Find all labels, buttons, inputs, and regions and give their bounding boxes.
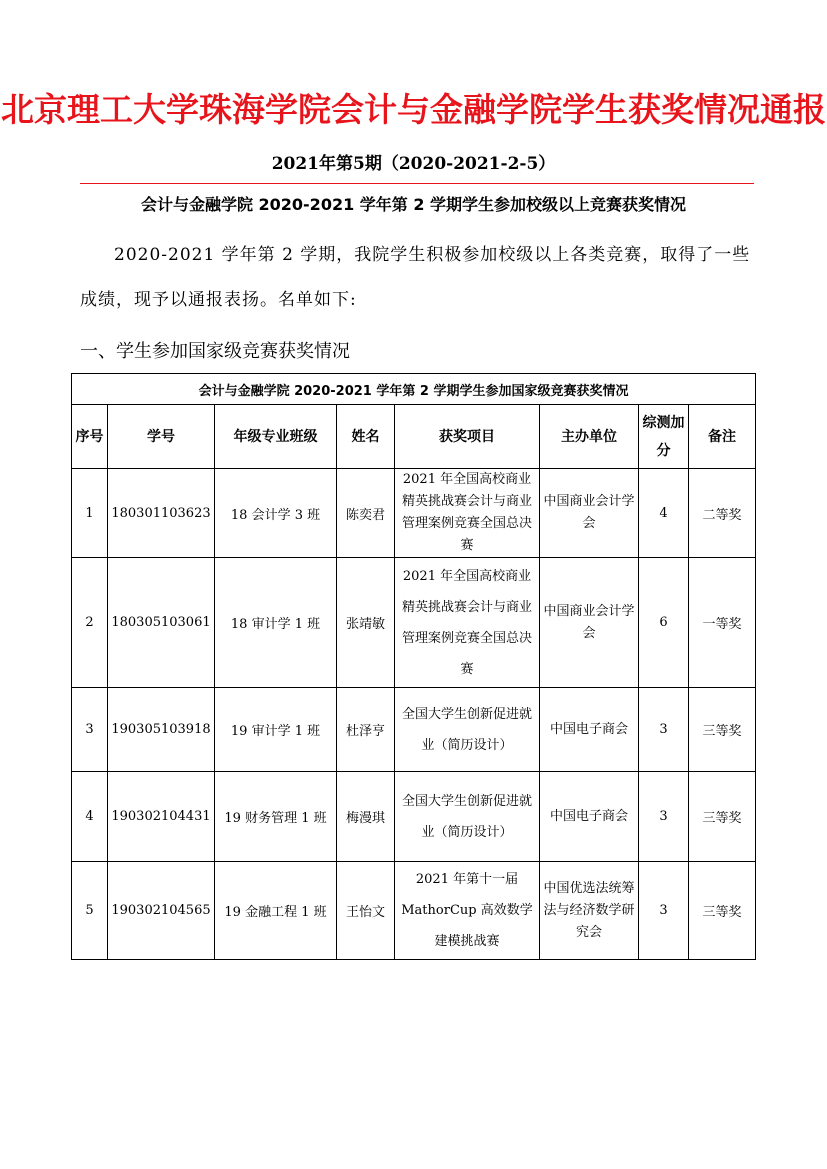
cell-award: 2021 年全国高校商业精英挑战赛会计与商业管理案例竞赛全国总决赛 bbox=[395, 558, 540, 688]
cell-student-id: 180305103061 bbox=[108, 558, 215, 688]
cell-name: 梅漫琪 bbox=[337, 772, 395, 862]
header-student-id: 学号 bbox=[108, 405, 215, 469]
cell-award: 全国大学生创新促进就业（简历设计） bbox=[395, 772, 540, 862]
cell-note: 二等奖 bbox=[689, 469, 756, 558]
report-subtitle: 会计与金融学院 2020-2021 学年第 2 学期学生参加校级以上竞赛获奖情况 bbox=[140, 195, 687, 214]
cell-student-id: 190302104565 bbox=[108, 862, 215, 960]
cell-note: 三等奖 bbox=[689, 862, 756, 960]
cell-organizer: 中国商业会计学会 bbox=[540, 469, 639, 558]
cell-student-id: 190302104431 bbox=[108, 772, 215, 862]
cell-organizer: 中国商业会计学会 bbox=[540, 558, 639, 688]
issue-number: 2021年第5期（2020-2021-2-5） bbox=[271, 154, 556, 174]
cell-name: 张靖敏 bbox=[337, 558, 395, 688]
cell-organizer: 中国电子商会 bbox=[540, 688, 639, 772]
cell-seq: 4 bbox=[72, 772, 108, 862]
cell-note: 三等奖 bbox=[689, 688, 756, 772]
table-row bbox=[72, 558, 756, 688]
awards-table bbox=[71, 373, 756, 960]
cell-seq: 2 bbox=[72, 558, 108, 688]
cell-class: 18 会计学 3 班 bbox=[215, 469, 337, 558]
cell-award: 全国大学生创新促进就业（简历设计） bbox=[395, 688, 540, 772]
header-divider bbox=[80, 183, 754, 184]
header-note: 备注 bbox=[689, 405, 756, 469]
header-name: 姓名 bbox=[337, 405, 395, 469]
cell-class: 19 审计学 1 班 bbox=[215, 688, 337, 772]
cell-score: 3 bbox=[639, 862, 689, 960]
cell-organizer: 中国电子商会 bbox=[540, 772, 639, 862]
cell-note: 三等奖 bbox=[689, 772, 756, 862]
cell-student-id: 180301103623 bbox=[108, 469, 215, 558]
table-row bbox=[72, 772, 756, 862]
cell-note: 一等奖 bbox=[689, 558, 756, 688]
table-row bbox=[72, 688, 756, 772]
cell-student-id: 190305103918 bbox=[108, 688, 215, 772]
cell-seq: 1 bbox=[72, 469, 108, 558]
cell-class: 19 金融工程 1 班 bbox=[215, 862, 337, 960]
table-header-row bbox=[72, 405, 756, 469]
cell-score: 3 bbox=[639, 772, 689, 862]
cell-name: 王怡文 bbox=[337, 862, 395, 960]
cell-score: 3 bbox=[639, 688, 689, 772]
cell-name: 陈奕君 bbox=[337, 469, 395, 558]
header-score: 综测加分 bbox=[639, 405, 689, 469]
cell-organizer: 中国优选法统筹法与经济数学研究会 bbox=[540, 862, 639, 960]
cell-seq: 5 bbox=[72, 862, 108, 960]
section-heading: 一、学生参加国家级竞赛获奖情况 bbox=[80, 341, 350, 362]
cell-score: 4 bbox=[639, 469, 689, 558]
cell-award: 2021 年全国高校商业精英挑战赛会计与商业管理案例竞赛全国总决赛 bbox=[395, 469, 540, 558]
cell-class: 19 财务管理 1 班 bbox=[215, 772, 337, 862]
cell-score: 6 bbox=[639, 558, 689, 688]
header-seq: 序号 bbox=[72, 405, 108, 469]
intro-text: 2020-2021 学年第 2 学期，我院学生积极参加校级以上各类竞赛，取得了一些成绩，现予以通报表扬。名单如下: bbox=[80, 245, 751, 310]
table-caption: 会计与金融学院 2020-2021 学年第 2 学期学生参加国家级竞赛获奖情况 bbox=[72, 374, 756, 405]
header-organizer: 主办单位 bbox=[540, 405, 639, 469]
intro-paragraph bbox=[80, 233, 752, 323]
cell-award: 2021 年第十一届 MathorCup 高效数学建模挑战赛 bbox=[395, 862, 540, 960]
document-title: 北京理工大学珠海学院会计与金融学院学生获奖情况通报 bbox=[1, 90, 826, 129]
cell-seq: 3 bbox=[72, 688, 108, 772]
cell-class: 18 审计学 1 班 bbox=[215, 558, 337, 688]
table-row bbox=[72, 469, 756, 558]
cell-name: 杜泽亨 bbox=[337, 688, 395, 772]
header-award: 获奖项目 bbox=[395, 405, 540, 469]
table-row bbox=[72, 862, 756, 960]
header-class: 年级专业班级 bbox=[215, 405, 337, 469]
